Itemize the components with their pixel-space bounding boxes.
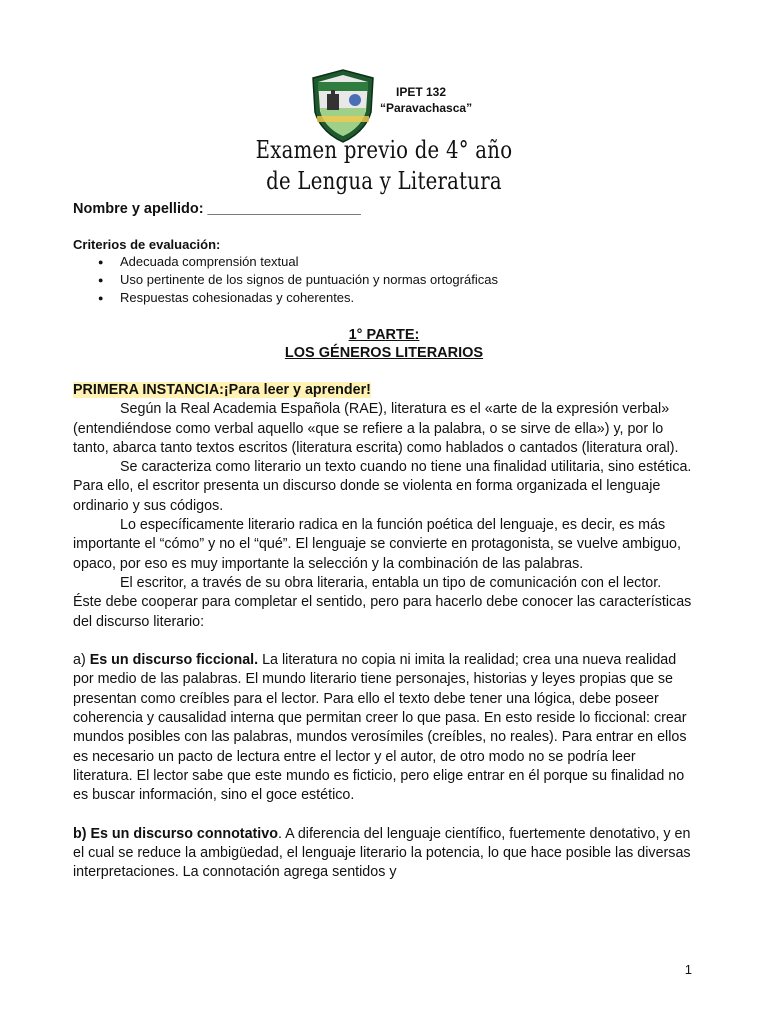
criteria-item: ● Respuestas cohesionadas y coherentes. [120,289,498,307]
characteristic-a-title: Es un discurso ficcional. [89,652,259,669]
document-body [73,381,693,883]
part-label: 1° PARTE: [348,327,420,343]
title-line-1: Examen previo de 4° año [255,136,513,164]
paragraph: El escritor, a través de su obra literaria, entabla un tipo de comunicación con el lector. Éste debe cooperar para completar el sentido, pero para hacerlo debe conocer las características del discurso literario: [73,574,692,630]
student-name-field: Nombre y apellido: ___________________ [73,201,361,217]
school-name-block [380,84,472,116]
part-heading [0,326,768,362]
paragraph: Según la Real Academia Española (RAE), literatura es el «arte de la expresión verbal» (entendiéndose como verbal aquello «que se refiere a la palabra, o se sirve de ella») y, por lo tanto, abarca tanto textos escritos (literatura escrita) como hablados o cantados (literatura oral). [73,401,679,456]
characteristic-b: b) Es un discurso connotativo. A diferencia del lenguaje científico, fuertemente denotativo, y en el cual se reduce la ambigüedad, el lenguaje literario la potencia, lo que hace posible las diversas interpretaciones. La connotación agrega sentidos y [73,825,691,881]
section-heading: PRIMERA INSTANCIA:¡Para leer y aprender! [73,382,371,398]
characteristic-a: a) Es un discurso ficcional. La literatura no copia ni imita la realidad; crea una nueva realidad por medio de las palabras. El mundo literario tiene personajes, historias y leyes propias que se presentan como creíbles para el lector. Para ello el texto debe tener una lógica, debe poseer coherencia y causalidad interna que permitan creer lo que pasa. En esto reside lo ficcional: crear mundos posibles con las palabras, mundos verosímiles (creíbles, no reales). Para entrar en ellos es necesario un pacto de lectura entre el lector y el autor, de otro modo no se podría leer literatura. El lector sabe que este mundo es ficticio, pero elige entrar en él porque su finalidad no es buscar información, sino el goce estético. [73,652,687,804]
paragraph: Se caracteriza como literario un texto cuando no tiene una finalidad utilitaria, sino estética. Para ello, el escritor presenta un discurso donde se violenta en forma organizada el lenguaje ordinario y sus códigos. [73,459,692,514]
school-code: IPET 132 [396,85,447,99]
exam-title [69,135,699,197]
evaluation-criteria [73,237,498,307]
criteria-item: ● Uso pertinente de los signos de puntuación y normas ortográficas [120,271,498,289]
criteria-item: ● Adecuada comprensión textual [120,253,498,271]
paragraph: Lo específicamente literario radica en la función poética del lenguaje, es decir, es más importante el “cómo” y no el “qué”. El lenguaje se convierte en protagonista, se vuelve ambiguo, opaco, por eso es muy importante la selección y la combinación de las palabras. [73,517,681,572]
part-title: LOS GÉNEROS LITERARIOS [284,345,484,361]
school-name: “Paravachasca” [380,101,473,115]
page-number: 1 [684,962,692,977]
criteria-list [73,253,498,307]
criteria-heading: Criterios de evaluación: [73,237,221,252]
title-line-2: de Lengua y Literatura [266,167,502,195]
characteristic-b-title: b) Es un discurso connotativo [73,825,278,842]
document-header [0,60,768,140]
school-crest-logo [305,68,381,144]
